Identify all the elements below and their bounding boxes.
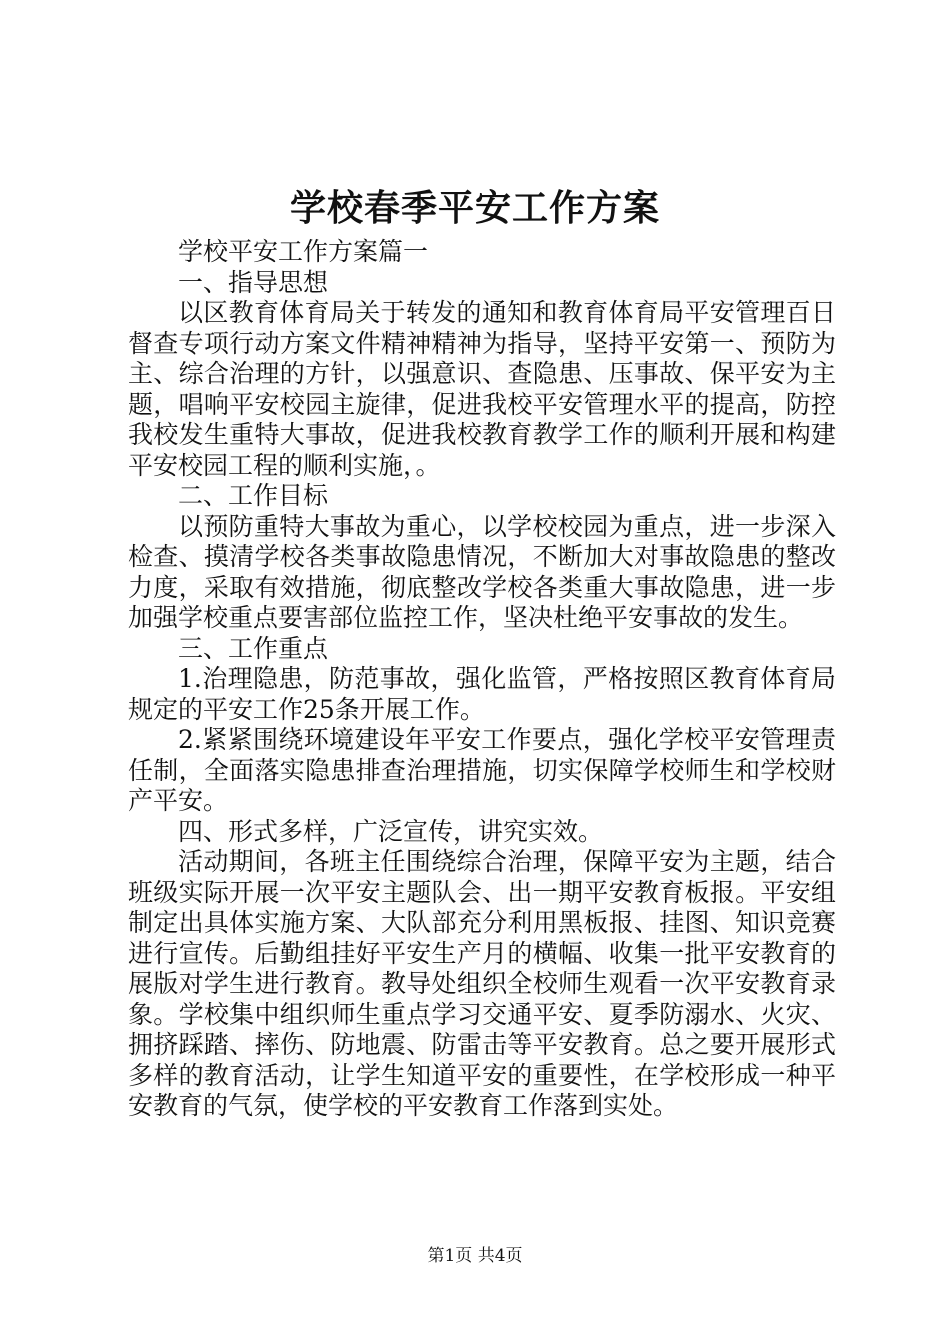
list-item-focus-1: 1.治理隐患，防范事故，强化监管，严格按照区教育体育局规定的平安工作25条开展工作。 [128, 664, 836, 724]
heading-work-goals: 二、工作目标 [178, 481, 329, 510]
document-body [128, 237, 836, 1122]
document-title: 学校春季平安工作方案 [289, 187, 660, 229]
paragraph-work-goals: 以预防重特大事故为重心，以学校校园为重点，进一步深入检查、摸清学校各类事故隐患情况，不断加大对事故隐患的整改力度，采取有效措施，彻底整改学校各类重大事故隐患，进一步加强学校重点要害部位监控工作，坚决杜绝平安事故的发生。 [128, 511, 836, 632]
paragraph-activities: 活动期间，各班主任围绕综合治理，保障平安为主题，结合班级实际开展一次平安主题队会、出一期平安教育板报。平安组制定出具体实施方案、大队部充分利用黑板报、挂图、知识竞赛进行宣传。后勤组挂好平安生产月的横幅、收集一批平安教育的展版对学生进行教育。教导处组织全校师生观看一次平安教育录象。学校集中组织师生重点学习交通平安、夏季防溺水、火灾、拥挤踩踏、摔伤、防地震、防雷击等平安教育。总之要开展形式多样的教育活动，让学生知道平安的重要性，在学校形成一种平安教育的气氛，使学校的平安教育工作落到实处。 [128, 847, 836, 1120]
heading-work-focus: 三、工作重点 [178, 633, 329, 663]
list-item-focus-2: 2.紧紧围绕环境建设年平安工作要点，强化学校平安管理责任制，全面落实隐患排查治理措施，切实保障学校师生和学校财产平安。 [128, 725, 836, 815]
heading-publicity: 四、形式多样，广泛宣传，讲究实效。 [178, 816, 604, 846]
heading-guiding-ideology: 一、指导思想 [178, 267, 329, 297]
page-number-footer: 第1页 共4页 [427, 1246, 523, 1266]
section-heading-part-one: 学校平安工作方案篇一 [178, 237, 429, 266]
paragraph-guiding-ideology: 以区教育体育局关于转发的通知和教育体育局平安管理百日督查专项行动方案文件精神精神为指导，坚持平安第一、预防为主、综合治理的方针，以强意识、查隐患、压事故、保平安为主题，唱响平安校园主旋律，促进我校平安管理水平的提高，防控我校发生重特大事故，促进我校教育教学工作的顺利开展和构建平安校园工程的顺利实施，。 [128, 298, 836, 480]
